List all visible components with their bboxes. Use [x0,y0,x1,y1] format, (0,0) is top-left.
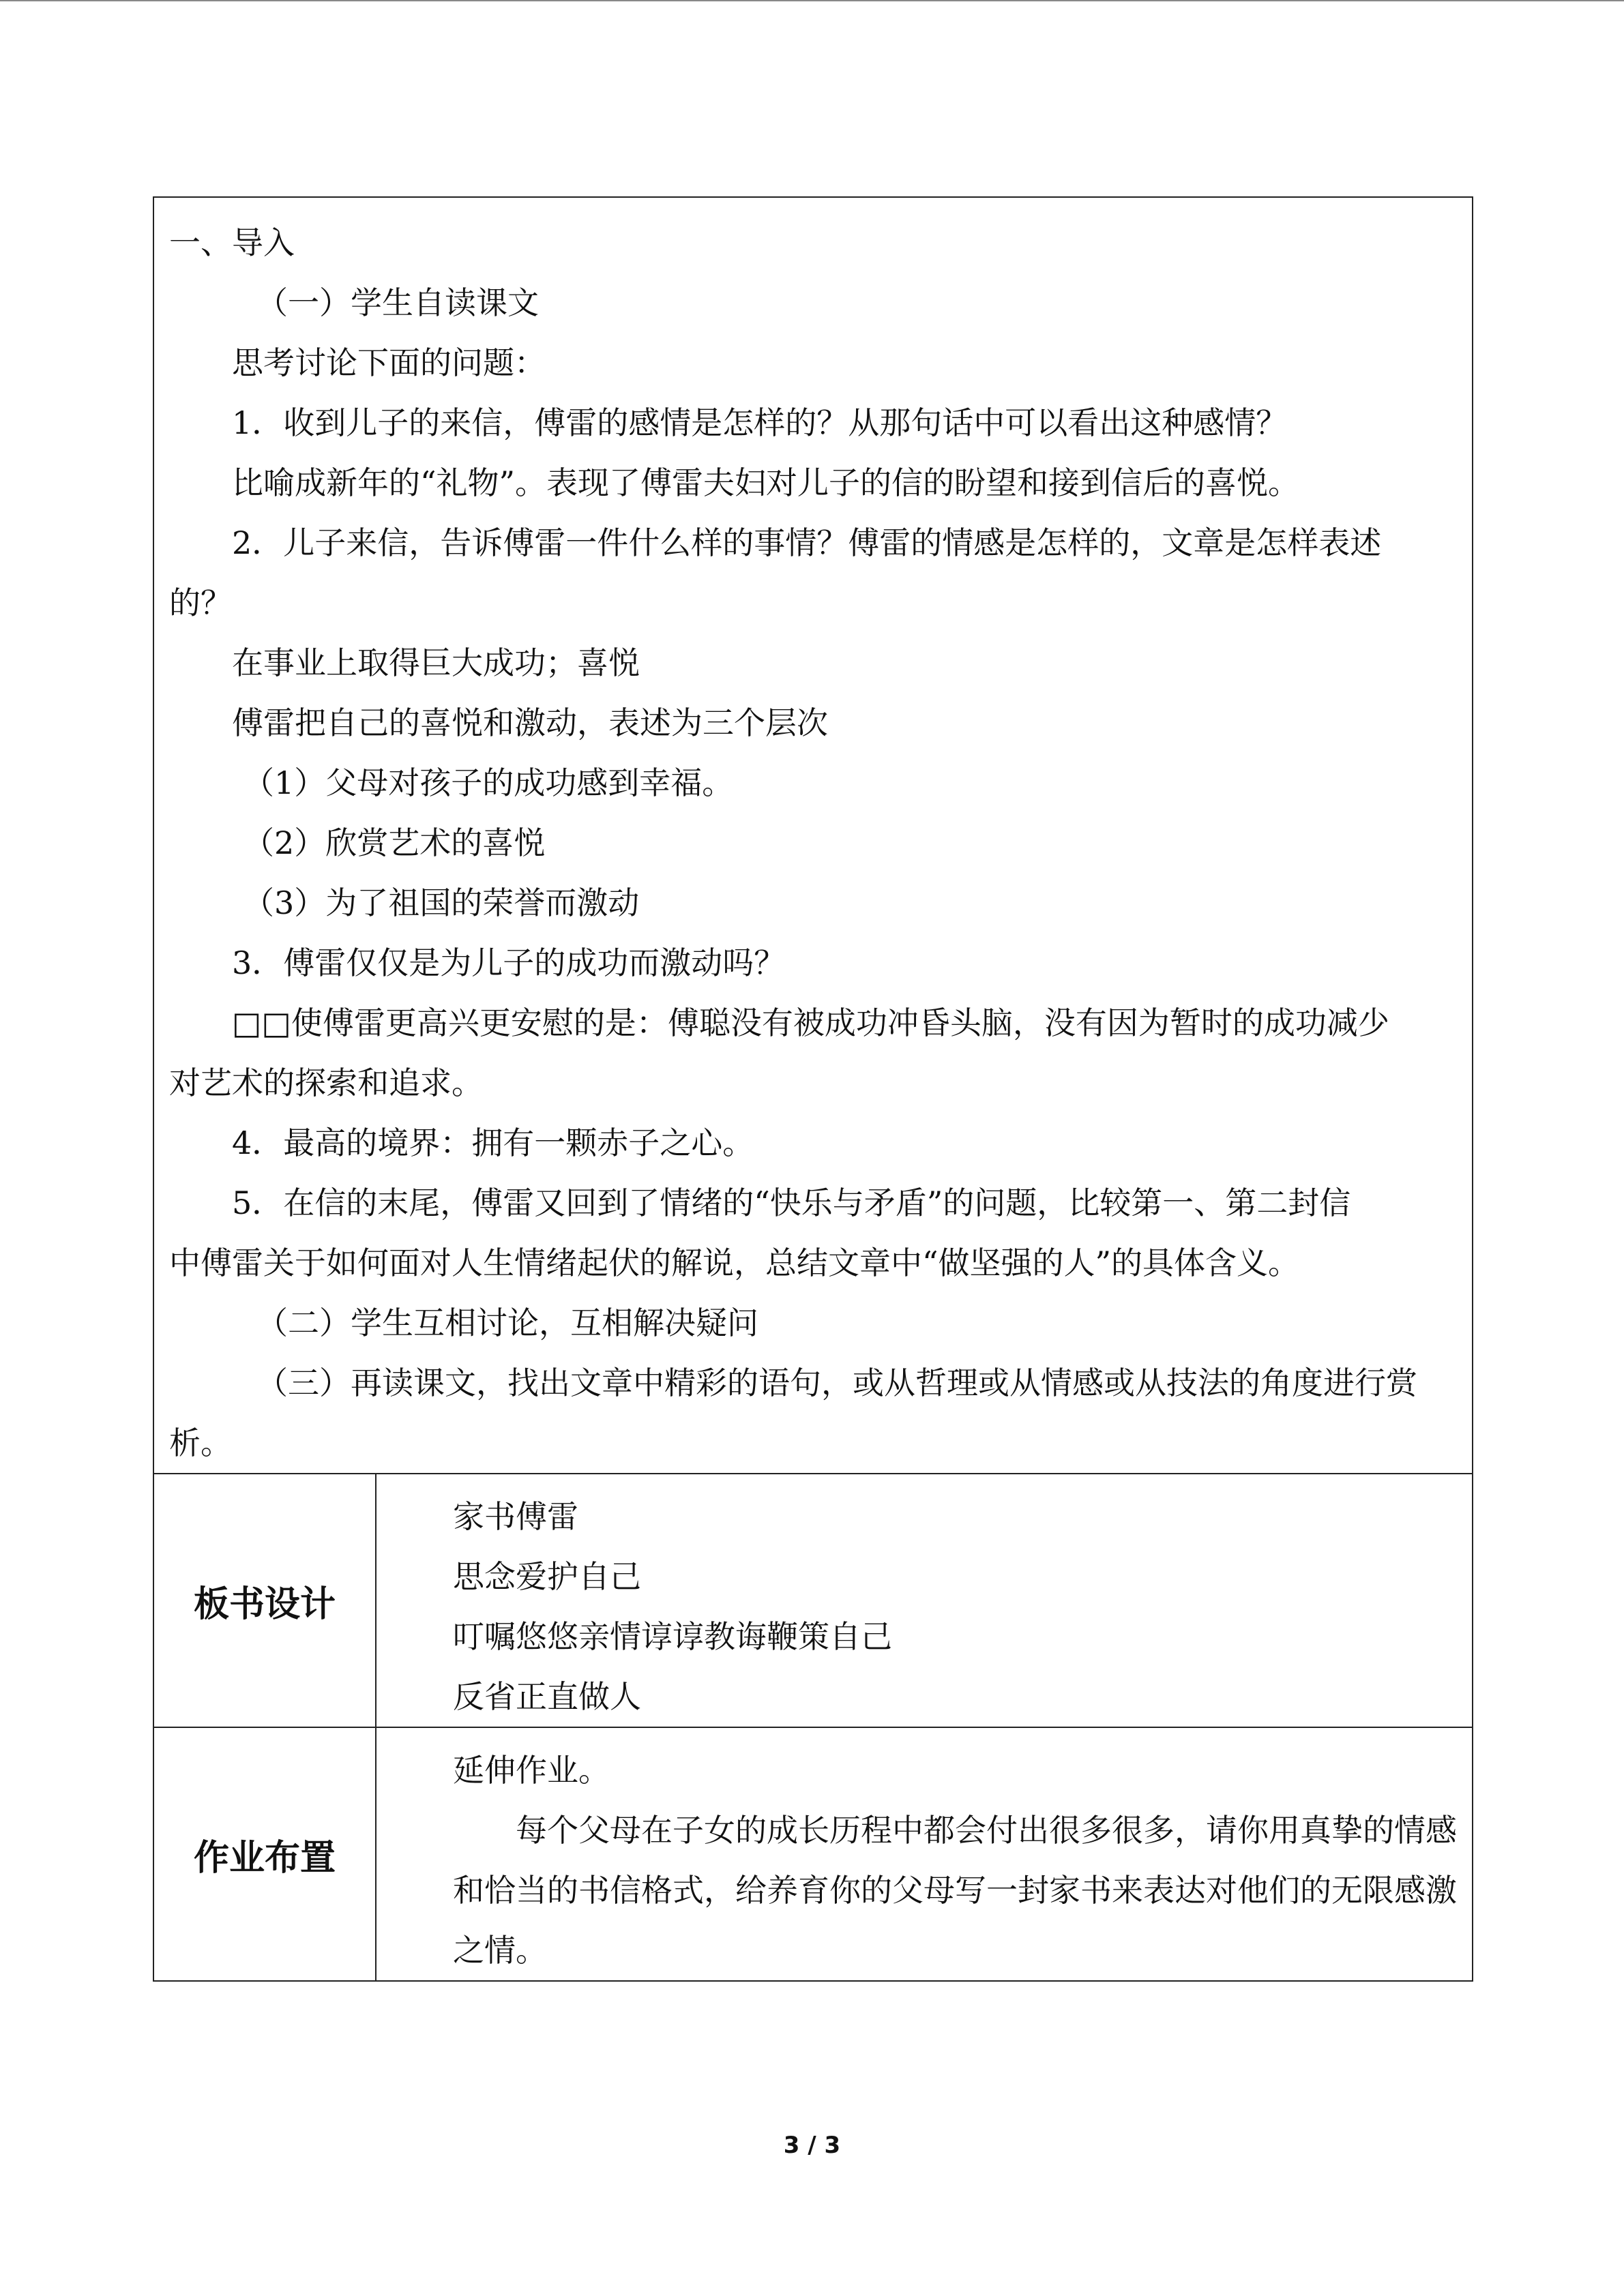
board-line: 思念爱护自己 [453,1558,641,1595]
board-design-content [376,1474,1473,1727]
intro-cell [153,197,1473,1474]
page-number: 3 / 3 [783,2132,841,2159]
intro-row [153,197,1473,1474]
answer-line: 在事业上取得巨大成功；喜悦 [232,644,640,681]
question-item: 5．在信的末尾，傅雷又回到了情绪的“快乐与矛盾”的问题，比较第一、第二封信 [232,1184,1351,1221]
homework-label-cell [153,1727,376,1981]
homework-row [153,1727,1473,1981]
page-top-border [0,0,1624,1]
question-item: 2．儿子来信，告诉傅雷一件什么样的事情？傅雷的情感是怎样的，文章是怎样表述 [232,524,1382,561]
question-item: 1．收到儿子的来信，傅雷的感情是怎样的？从那句话中可以看出这种感情？ [232,404,1288,441]
board-line: 反省正直做人 [453,1678,641,1715]
answer-line: 傅雷把自己的喜悦和激动，表述为三个层次 [232,704,828,741]
board-design-label: 板书设计 [193,1583,336,1625]
question-item: 3．傅雷仅仅是为儿子的成功而激动吗？ [232,944,786,981]
list-item: （2）欣赏艺术的喜悦 [243,824,546,861]
answer-continuation: 对艺术的探索和追求。 [169,1064,483,1101]
board-line: 叮嘱悠悠亲情谆谆教诲鞭策自己 [453,1618,892,1655]
question-continuation: 中傅雷关于如何面对人生情绪起伏的解说，总结文章中“做坚强的人”的具体含义。 [169,1244,1300,1281]
homework-title: 延伸作业。 [453,1752,610,1789]
homework-label: 作业布置 [193,1837,336,1879]
homework-text: 每个父母在子女的成长历程中都会付出很多很多，请你用真挚的情感和恰当的书信格式，给养育你的父母写一封家书来表达对他们的无限感激之情。 [453,1812,1457,1969]
board-design-label-cell [153,1474,376,1727]
homework-content [376,1727,1473,1981]
subsection-heading: （一）学生自读课文 [256,284,539,321]
subsection-continuation: 析。 [169,1425,232,1461]
list-item: （1）父母对孩子的成功感到幸福。 [243,764,734,801]
lesson-plan-table [153,196,1473,1982]
question-item: 4．最高的境界：拥有一颗赤子之心。 [232,1124,754,1161]
answer-line: 比喻成新年的“礼物”。表现了傅雷夫妇对儿子的信的盼望和接到信后的喜悦。 [232,464,1300,501]
subsection-heading: （三）再读课文，找出文章中精彩的语句，或从哲理或从情感或从技法的角度进行赏 [256,1365,1417,1401]
list-item: （3）为了祖国的荣誉而激动 [243,884,640,921]
board-line: 家书傅雷 [453,1498,578,1535]
answer-line: □□使傅雷更高兴更安慰的是：傅聪没有被成功冲昏头脑，没有因为暂时的成功减少 [232,1004,1389,1041]
section-heading: 一、导入 [169,224,295,261]
board-design-row [153,1474,1473,1727]
subsection-heading: （二）学生互相讨论，互相解决疑问 [256,1304,758,1341]
question-continuation: 的？ [169,584,232,621]
text-line: 思考讨论下面的问题： [232,344,546,381]
